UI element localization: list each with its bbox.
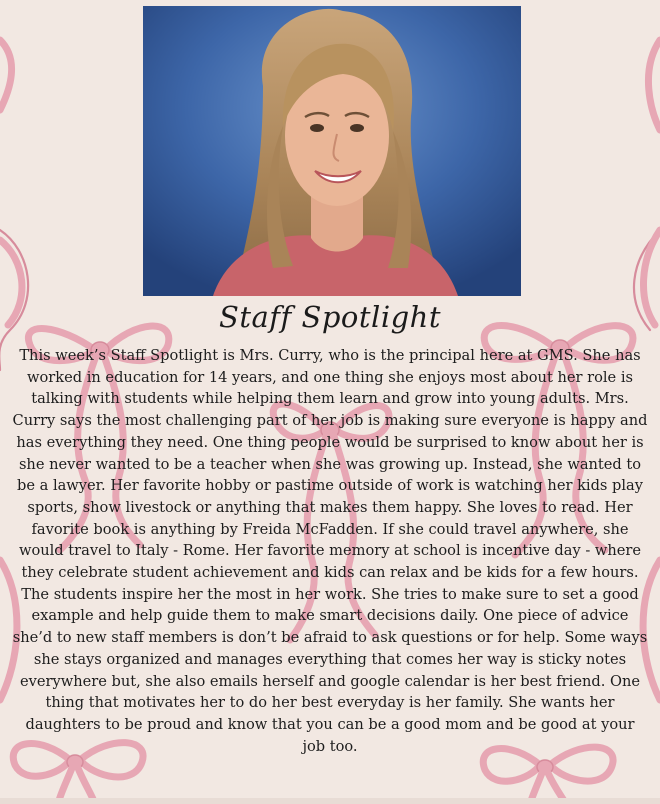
portrait-photo-icon xyxy=(143,6,521,296)
page-title: Staff Spotlight xyxy=(219,300,441,334)
portrait-photo xyxy=(143,6,521,296)
spotlight-paragraph: This week’s Staff Spotlight is Mrs. Curry, who is the principal here at GMS. She has worked in education for 14 years, and one thing she enjoys most about her role is talking with students while helping them learn and grow into young adults. Mrs. Curry says the most challenging part of her job is making sure everyone is happy and has everything they need. One thing people would be surprised to know about her is she never wanted to be a teacher when she was growing up. Instead, she wanted to be a lawyer. Her favorite hobby or pastime outside of work is watching her kids play sports, show livestock or anything that makes them happy. She loves to read. Her favorite book is anything by Freida McFadden. If she could travel anywhere, she would travel to Italy - Rome. Her favorite memory at school is incentive day - where they celebrate student achievement and kids can relax and be kids for a few hours. The students inspire her the most in her work. She tries to make sure to set a good example and help guide them to make smart decisions daily. One piece of advice she’d to new staff members is don’t be afraid to ask questions or for help. Some ways she stays organized and manages everything that comes her way is sticky notes everywhere but, she also emails herself and google calendar is her best friend. One thing that motivates her to do her best everyday is her family. She wants her daughters to be proud and know that you can be a good mom and be good at your job too. xyxy=(12,347,648,755)
bottom-edge xyxy=(0,798,660,804)
